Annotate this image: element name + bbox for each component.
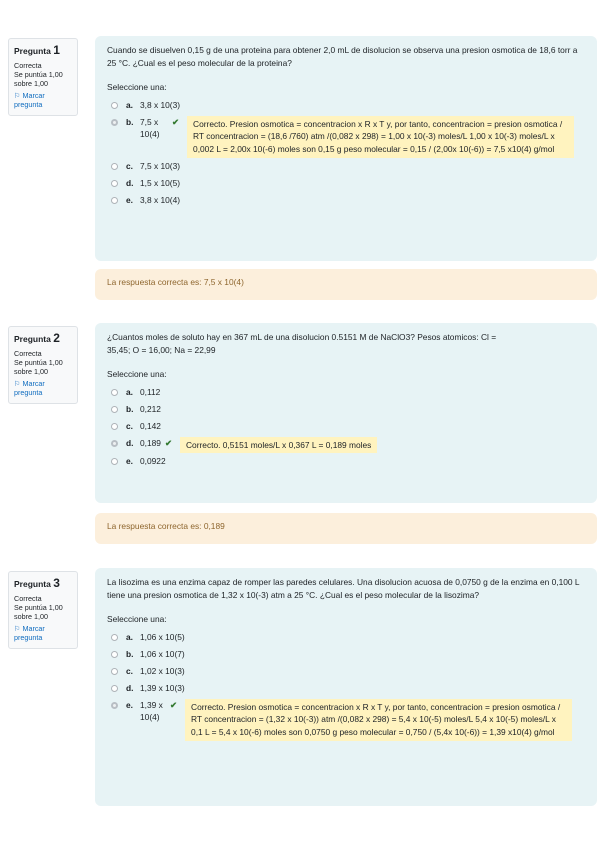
question-content-2 [95, 323, 597, 503]
question-text: ¿Cuantos moles de soluto hay en 367 mL de una disolucion 0.5151 M de NaClO3? Pesos atomicos: Cl = 35,45; O = 16,00; Na = 22,99 [107, 332, 497, 355]
answer-option-b[interactable]: b. 1,06 x 10(7) [107, 648, 585, 663]
question-info-2 [8, 326, 78, 404]
answer-option-d[interactable]: d. 0,189 ✔ Correcto. 0,5151 moles/L x 0,367 L = 0,189 moles [107, 437, 585, 454]
radio-button[interactable] [111, 163, 118, 170]
feedback: Correcto. Presion osmotica = concentracion x R x T y, por tanto, concentracion = presion osmotica / RT concentracion = (18,6 /760) atm /(0,082 x 298) = 1,00 x 10(-3) moles/L 1,00 x 10(-3) moles/L x 0,002 L = 2,00x 10(-6) moles son 0,15 g peso molecular = 0,15 / (2,00x 10(-6)) = 7,5 x10(4) g/mol [187, 116, 574, 158]
radio-button[interactable] [111, 685, 118, 692]
check-icon: ✔ [164, 437, 172, 448]
answer-option-e[interactable]: e. 1,39 x 10(4) ✔ Correcto. Presion osmotica = concentracion x R x T y, por tanto, concentracion = presion osmotica / RT concentracion = (1,32 x 10(-3)) atm /(0,082 x 298) = 5,4 x 10(-5) moles/L 5,4 x 10(-5) moles/L x 0,1 L = 5,4 x 10(-6) moles son 0,0750 g peso molecular = 0,750 / (5,4x 10(-6)) = 1,39 x10(4) g/mol [107, 699, 585, 741]
question-grade: Se puntúa 1,00 sobre 1,00 [14, 357, 63, 377]
check-icon: ✔ [170, 699, 178, 710]
radio-button-selected[interactable] [111, 119, 118, 126]
question-number: Pregunta 1 [14, 43, 60, 57]
right-answer: La respuesta correcta es: 7,5 x 10(4) [95, 269, 597, 300]
check-icon: ✔ [172, 116, 180, 127]
question-state: Correcta [14, 593, 42, 603]
answer-option-e[interactable]: e. 3,8 x 10(4) [107, 194, 585, 209]
answer-option-a[interactable]: a. 0,112 [107, 386, 585, 401]
answer-option-e[interactable]: e. 0,0922 [107, 455, 585, 470]
radio-button[interactable] [111, 423, 118, 430]
flag-icon: ⚐ [14, 378, 21, 388]
question-content-1 [95, 36, 597, 261]
question-info-3 [8, 571, 78, 649]
radio-button-selected[interactable] [111, 440, 118, 447]
answer-prompt: Seleccione una: [107, 82, 167, 93]
question-grade: Se puntúa 1,00 sobre 1,00 [14, 69, 63, 89]
feedback: Correcto. Presion osmotica = concentracion x R x T y, por tanto, concentracion = presion osmotica / RT concentracion = (1,32 x 10(-3)) atm /(0,082 x 298) = 5,4 x 10(-5) moles/L 5,4 x 10(-5) moles/L x 0,1 L = 5,4 x 10(-6) moles son 0,0750 g peso molecular = 0,750 / (5,4x 10(-6)) = 1,39 x10(4) g/mol [185, 699, 572, 741]
answer-option-a[interactable]: a. 1,06 x 10(5) [107, 631, 585, 646]
feedback: Correcto. 0,5151 moles/L x 0,367 L = 0,189 moles [180, 437, 377, 454]
answer-option-b[interactable]: b. 7,5 x 10(4) ✔ Correcto. Presion osmotica = concentracion x R x T y, por tanto, concentracion = presion osmotica / RT concentracion = (18,6 /760) atm /(0,082 x 298) = 1,00 x 10(-3) moles/L 1,00 x 10(-3) moles/L x 0,002 L = 2,00x 10(-6) moles son 0,15 g peso molecular = 0,15 / (2,00x 10(-6)) = 7,5 x10(4) g/mol [107, 116, 585, 158]
flag-icon: ⚐ [14, 623, 21, 633]
question-state: Correcta [14, 348, 42, 358]
answer-prompt: Seleccione una: [107, 614, 167, 625]
flag-question-link[interactable]: ⚐ Marcar pregunta [14, 90, 45, 110]
answer-option-c[interactable]: c. 1,02 x 10(3) [107, 665, 585, 680]
question-content-3 [95, 568, 597, 806]
question-grade: Se puntúa 1,00 sobre 1,00 [14, 602, 63, 622]
answer-option-b[interactable]: b. 0,212 [107, 403, 585, 418]
answer-option-c[interactable]: c. 7,5 x 10(3) [107, 160, 585, 175]
radio-button[interactable] [111, 458, 118, 465]
radio-button-selected[interactable] [111, 702, 118, 709]
answer-prompt: Seleccione una: [107, 369, 167, 380]
answer-option-d[interactable]: d. 1,39 x 10(3) [107, 682, 585, 697]
flag-icon: ⚐ [14, 90, 21, 100]
answer-option-a[interactable]: a. 3,8 x 10(3) [107, 99, 585, 114]
question-number: Pregunta 2 [14, 331, 60, 345]
radio-button[interactable] [111, 389, 118, 396]
radio-button[interactable] [111, 634, 118, 641]
radio-button[interactable] [111, 651, 118, 658]
radio-button[interactable] [111, 668, 118, 675]
answer-option-c[interactable]: c. 0,142 [107, 420, 585, 435]
flag-question-link[interactable]: ⚐ Marcar pregunta [14, 623, 45, 643]
question-text: Cuando se disuelven 0,15 g de una proteina para obtener 2,0 mL de disolucion se observa una presion osmotica de 18,6 torr a 25 °C. ¿Cual es el peso molecular de la proteina? [107, 45, 578, 68]
flag-question-link[interactable]: ⚐ Marcar pregunta [14, 378, 45, 398]
radio-button[interactable] [111, 406, 118, 413]
radio-button[interactable] [111, 102, 118, 109]
question-info-1 [8, 38, 78, 116]
question-number: Pregunta 3 [14, 576, 60, 590]
question-state: Correcta [14, 60, 42, 70]
answer-option-d[interactable]: d. 1,5 x 10(5) [107, 177, 585, 192]
right-answer: La respuesta correcta es: 0,189 [95, 513, 597, 544]
radio-button[interactable] [111, 180, 118, 187]
radio-button[interactable] [111, 197, 118, 204]
question-text: La lisozima es una enzima capaz de romper las paredes celulares. Una disolucion acuosa de 0,0750 g de la enzima en 0,100 L tiene una presion osmotica de 1,32 x 10(-3) atm a 25 °C. ¿Cual es el peso molecular de la lisozima? [107, 577, 580, 600]
